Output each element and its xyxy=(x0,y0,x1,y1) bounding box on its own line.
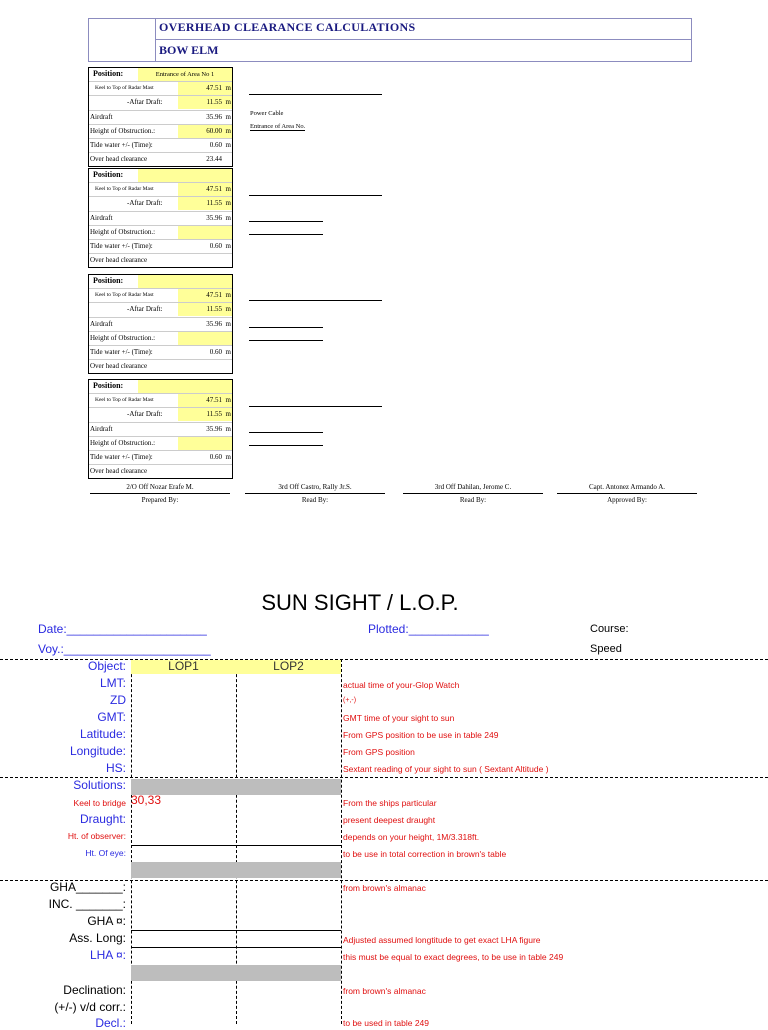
position-label: Position: xyxy=(93,276,124,285)
blank-line xyxy=(249,340,323,341)
lha-label: LHA ¤: xyxy=(89,948,126,962)
blank-line xyxy=(249,327,323,328)
row-unit: m xyxy=(225,213,231,222)
gha-label: GHA_______: xyxy=(49,880,126,894)
row-unit: m xyxy=(225,140,231,149)
row-unit: m xyxy=(225,112,231,121)
hint-hs: Sextant reading of your sight to sun ( Sextant Altitude ) xyxy=(343,764,549,774)
row-value-cell[interactable] xyxy=(178,346,232,359)
position-value[interactable] xyxy=(138,169,232,182)
obstruction-row xyxy=(89,332,232,346)
row-label: Tide water +/- (Time): xyxy=(90,140,153,149)
lop2-header: LOP2 xyxy=(273,659,304,673)
row-value: 0.60 xyxy=(209,347,222,356)
row-value-cell[interactable] xyxy=(178,423,232,436)
row-label: Tide water +/- (Time): xyxy=(90,347,153,356)
hint-draught: present deepest draught xyxy=(343,815,436,825)
tide-row xyxy=(89,346,232,360)
row-value: 0.60 xyxy=(209,241,222,250)
row-label: Airdraft xyxy=(90,319,113,328)
position-row xyxy=(89,169,232,183)
declination-label: Declination: xyxy=(63,983,126,997)
header-box xyxy=(88,18,692,62)
row-value-cell[interactable] xyxy=(178,451,232,464)
row-unit: m xyxy=(225,126,231,135)
blank-line xyxy=(249,221,323,222)
plotted-field: Plotted:____________ xyxy=(368,622,489,636)
row-value: 35.96 xyxy=(206,424,222,433)
row-value: 35.96 xyxy=(206,319,222,328)
row-unit: m xyxy=(225,424,231,433)
lmt-label: LMT: xyxy=(99,676,126,690)
keel-row xyxy=(89,394,232,408)
position-label: Position: xyxy=(93,69,124,78)
row-label: Keel to Top of Radar Mast xyxy=(95,85,154,92)
row-label: Over head clearance xyxy=(90,467,148,476)
hint-lmt: actual time of your-Glop Watch xyxy=(343,680,460,690)
row-value-cell[interactable] xyxy=(178,394,232,407)
row-value-cell[interactable] xyxy=(178,332,232,345)
row-value: 11.55 xyxy=(206,199,222,208)
row-label: -Aftar Draft: xyxy=(127,199,163,208)
signature-line xyxy=(249,94,382,95)
hint-keel: From the ships particular xyxy=(343,798,437,808)
row-value-cell[interactable] xyxy=(178,318,232,331)
row-value-cell[interactable] xyxy=(178,197,232,210)
signature-prepared xyxy=(90,483,230,504)
blank-line xyxy=(249,195,382,196)
course-label: Course: xyxy=(590,623,629,635)
row-line xyxy=(131,845,341,846)
keel-row xyxy=(89,82,232,96)
signature-name: 2/O Off Nozar Erafe M. xyxy=(126,483,194,491)
hint-gha: from brown's almanac xyxy=(343,883,426,893)
tide-row xyxy=(89,240,232,254)
row-label: Over head clearance xyxy=(90,256,148,265)
row-value: 47.51 xyxy=(206,84,222,93)
gmt-label: GMT: xyxy=(97,710,126,724)
hint-declination: from brown's almanac xyxy=(343,986,426,996)
row-value-cell[interactable] xyxy=(178,240,232,253)
clearance-row xyxy=(89,254,232,267)
column-divider xyxy=(341,659,342,1024)
position-block xyxy=(88,168,233,268)
obstruction-row xyxy=(89,125,232,139)
height-eye-label: Ht. Of eye: xyxy=(85,848,126,858)
clearance-row xyxy=(89,465,232,478)
row-value-cell[interactable] xyxy=(178,408,232,421)
sun-sight-title: SUN SIGHT / L.O.P. xyxy=(261,590,459,615)
inc-label: INC. _______: xyxy=(48,897,126,911)
header-blank-cell xyxy=(89,19,156,61)
row-value-cell[interactable] xyxy=(178,254,232,267)
position-row xyxy=(89,275,232,289)
row-value: 11.55 xyxy=(206,98,222,107)
row-unit: m xyxy=(225,319,231,328)
height-observer-label: Ht. of observer: xyxy=(67,831,126,841)
row-value-cell[interactable] xyxy=(178,465,232,478)
voy-field: Voy.:______________________ xyxy=(38,642,211,656)
row-value-cell[interactable] xyxy=(178,289,232,302)
keel-row xyxy=(89,289,232,303)
row-value: 0.60 xyxy=(209,140,222,149)
obstruction-row xyxy=(89,226,232,240)
draft-row xyxy=(89,197,232,211)
row-value-cell[interactable] xyxy=(178,111,232,124)
solutions-label: Solutions: xyxy=(73,778,126,792)
row-label: -Aftar Draft: xyxy=(127,305,163,314)
draft-row xyxy=(89,96,232,110)
position-block xyxy=(88,67,233,167)
gha-sun-label: GHA ¤: xyxy=(87,914,126,928)
separator-bar xyxy=(131,862,341,878)
row-unit: m xyxy=(225,305,231,314)
hint-height: depends on your height, 1M/3.318ft. xyxy=(343,832,480,842)
header-divider xyxy=(156,39,691,40)
row-value: 47.51 xyxy=(206,185,222,194)
separator-bar xyxy=(131,965,341,981)
vd-corr-label: (+/-) v/d corr.: xyxy=(54,1000,126,1014)
row-unit: m xyxy=(225,291,231,300)
row-value: 47.51 xyxy=(206,396,222,405)
row-value-cell[interactable] xyxy=(178,96,232,109)
position-label: Position: xyxy=(93,381,124,390)
row-unit: m xyxy=(225,98,231,107)
signature-role: Read By: xyxy=(245,493,385,504)
row-label: Airdraft xyxy=(90,213,113,222)
tide-row xyxy=(89,451,232,465)
tide-row xyxy=(89,139,232,153)
draft-row xyxy=(89,408,232,422)
obstruction-row xyxy=(89,437,232,451)
latitude-label: Latitude: xyxy=(79,727,126,741)
keel-bridge-label: Keel to bridge xyxy=(73,798,126,808)
row-label: -Aftar Draft: xyxy=(127,410,163,419)
keel-bridge-value: 30,33 xyxy=(131,793,162,807)
vessel-name: BOW ELM xyxy=(159,43,219,57)
row-unit: m xyxy=(225,84,231,93)
keel-row xyxy=(89,183,232,197)
row-value-cell[interactable] xyxy=(178,183,232,196)
hint-decl: to be used in table 249 xyxy=(343,1018,430,1028)
row-value: 60.00 xyxy=(206,126,222,135)
signature-approved xyxy=(557,483,697,504)
clearance-row xyxy=(89,153,232,166)
draught-label: Draught: xyxy=(79,812,126,826)
signature-name: 3rd Off Dahilan, Jerome C. xyxy=(434,483,512,491)
row-line xyxy=(131,930,341,931)
row-label: Keel to Top of Radar Mast xyxy=(95,186,154,193)
row-label: Over head clearance xyxy=(90,155,148,164)
row-label: Height of Obstruction.: xyxy=(90,227,156,236)
row-value: 47.51 xyxy=(206,291,222,300)
hs-label: HS: xyxy=(105,761,126,775)
row-value-cell[interactable] xyxy=(178,82,232,95)
position-block xyxy=(88,274,233,374)
row-value-cell[interactable] xyxy=(178,226,232,239)
hint-gmt: GMT time of your sight to sun xyxy=(343,713,455,723)
airdraft-row xyxy=(89,111,232,125)
row-unit: m xyxy=(225,452,231,461)
page-title: OVERHEAD CLEARANCE CALCULATIONS xyxy=(159,20,416,34)
row-value: 0.60 xyxy=(209,452,222,461)
signature-role: Read By: xyxy=(403,493,543,504)
row-value: 23.44 xyxy=(206,155,222,164)
row-unit: m xyxy=(225,396,231,405)
signature-name: Capt. Antonez Armando A. xyxy=(588,483,666,491)
position-value[interactable]: Entrance of Area No 1 xyxy=(138,68,232,81)
hint-lha: this must be equal to exact degrees, to be use in table 249 xyxy=(343,952,564,962)
solutions-bar xyxy=(131,779,341,795)
signature-role: Approved By: xyxy=(557,493,697,504)
row-value-cell[interactable] xyxy=(178,125,232,138)
airdraft-row xyxy=(89,318,232,332)
hint-latitude: From GPS position to be use in table 249 xyxy=(343,730,499,740)
hint-zd: (+,-) xyxy=(343,697,357,704)
row-value-cell[interactable] xyxy=(178,360,232,373)
airdraft-row xyxy=(89,212,232,226)
position-row xyxy=(89,68,232,82)
signature-name: 3rd Off Castro, Rally Jr.S. xyxy=(278,483,352,491)
row-value-cell[interactable] xyxy=(178,153,232,166)
row-value-cell[interactable] xyxy=(178,437,232,450)
blank-line xyxy=(249,432,323,433)
row-label: Airdraft xyxy=(90,424,113,433)
position-block xyxy=(88,379,233,479)
row-unit: m xyxy=(225,241,231,250)
row-label: Keel to Top of Radar Mast xyxy=(95,397,154,404)
blank-line xyxy=(249,300,382,301)
signature-read-1 xyxy=(245,483,385,504)
blank-line xyxy=(249,234,323,235)
row-value-cell[interactable] xyxy=(178,303,232,316)
position-value[interactable] xyxy=(138,275,232,288)
row-value-cell[interactable] xyxy=(178,139,232,152)
row-value: 35.96 xyxy=(206,112,222,121)
longitude-label: Longitude: xyxy=(69,744,126,758)
area-note: Entrance of Area No. xyxy=(250,123,306,130)
row-value: 35.96 xyxy=(206,213,222,222)
blank-line xyxy=(249,406,382,407)
assumed-long-label: Ass. Long: xyxy=(69,931,126,945)
row-label: Airdraft xyxy=(90,112,113,121)
row-unit: m xyxy=(225,199,231,208)
hint-longitude: From GPS position xyxy=(343,747,415,757)
position-label: Position: xyxy=(93,170,124,179)
row-unit: m xyxy=(225,347,231,356)
row-value-cell[interactable] xyxy=(178,212,232,225)
row-unit: m xyxy=(225,410,231,419)
airdraft-row xyxy=(89,423,232,437)
zd-label: ZD xyxy=(110,693,126,707)
cable-note: Power Cable xyxy=(250,110,284,117)
row-label: Height of Obstruction.: xyxy=(90,333,156,342)
hint-height-eye: to be use in total correction in brown's table xyxy=(343,849,507,859)
hint-assumed-long: Adjusted assumed longtitude to get exact LHA figure xyxy=(343,935,541,945)
position-value[interactable] xyxy=(138,380,232,393)
object-label: Object: xyxy=(87,659,126,673)
lop1-header: LOP1 xyxy=(168,659,199,673)
draft-row xyxy=(89,303,232,317)
row-line xyxy=(131,947,341,948)
blank-line xyxy=(249,445,323,446)
row-value: 11.55 xyxy=(206,305,222,314)
row-label: Height of Obstruction.: xyxy=(90,126,156,135)
row-label: Tide water +/- (Time): xyxy=(90,452,153,461)
signature-role: Prepared By: xyxy=(90,493,230,504)
row-unit: m xyxy=(225,185,231,194)
row-label: Over head clearance xyxy=(90,362,148,371)
speed-label: Speed xyxy=(590,643,622,655)
row-label: Height of Obstruction.: xyxy=(90,438,156,447)
decl-label: Decl.: xyxy=(95,1016,126,1030)
row-value: 11.55 xyxy=(206,410,222,419)
row-label: -Aftar Draft: xyxy=(127,98,163,107)
row-label: Keel to Top of Radar Mast xyxy=(95,292,154,299)
clearance-row xyxy=(89,360,232,373)
date-field: Date:_____________________ xyxy=(38,622,207,636)
position-row xyxy=(89,380,232,394)
row-label: Tide water +/- (Time): xyxy=(90,241,153,250)
signature-read-2 xyxy=(403,483,543,504)
